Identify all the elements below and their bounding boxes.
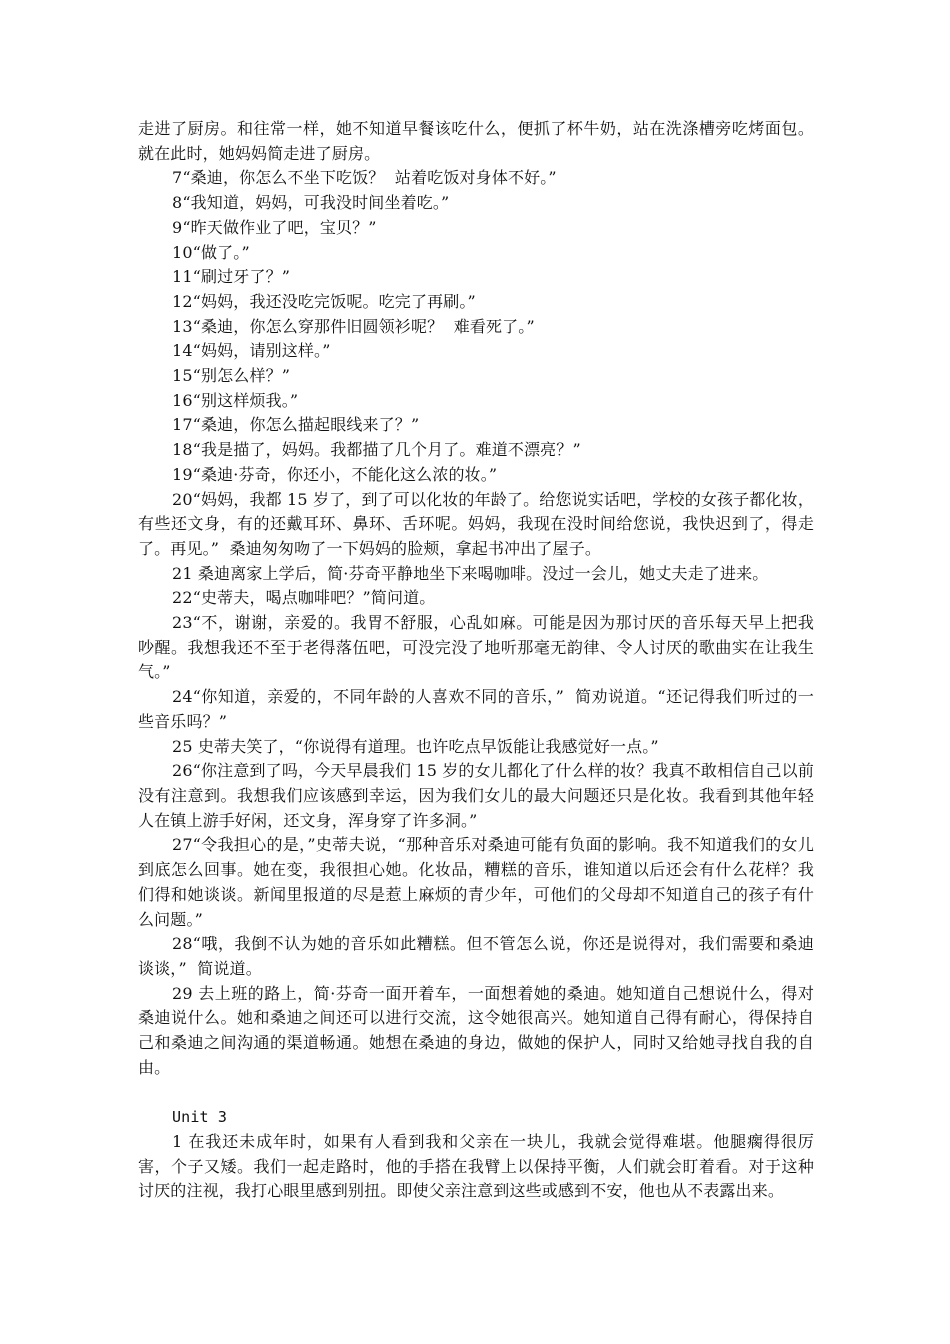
paragraph-12: 12“妈妈，我还没吃完饭呢。吃完了再刷。”: [172, 291, 476, 311]
paragraph-14: 14“妈妈，请别这样。”: [172, 341, 331, 361]
paragraph-11: 11“刷过牙了？”: [172, 267, 291, 287]
paragraph-22: 22“史蒂夫，喝点咖啡吧？”简问道。: [172, 588, 436, 608]
paragraph-18: 18“我是描了，妈妈。我都描了几个月了。难道不漂亮？”: [172, 440, 581, 460]
paragraph-21: 21 桑迪离家上学后，简·芬奇平静地坐下来喝咖啡。没过一会儿，她丈夫走了进来。: [172, 563, 769, 583]
paragraph-19: 19“桑迪·芬奇，你还小，不能化这么浓的妆。”: [172, 464, 498, 484]
paragraph-29: 29 去上班的路上，简·芬奇一面开着车，一面想着她的桑迪。她知道自己想说什么，得对桑迪说什么。她和桑迪之间还可以进行交流，这令她很高兴。她知道自己得有耐心，得保持自己和桑迪之间沟通的渠道畅通。她想在桑迪的身边，做她的保护人，同时又给她寻找自我的自由。: [138, 983, 814, 1077]
paragraph-15: 15“别怎么样？”: [172, 366, 291, 386]
paragraph-17: 17“桑迪，你怎么描起眼线来了？”: [172, 415, 420, 435]
paragraph-16: 16“别这样烦我。”: [172, 390, 299, 410]
unit-paragraph-1: 1 在我还未成年时，如果有人看到我和父亲在一块儿，我就会觉得难堪。他腿瘸得很厉害，个子又矮。我们一起走路时，他的手搭在我臂上以保持平衡，人们就会盯着看。对于这种讨厌的注视，我打心眼里感到别扭。即使父亲注意到这些或感到不安，他也从不表露出来。: [138, 1131, 814, 1201]
unit-heading: Unit 3: [172, 1108, 228, 1127]
paragraph-23: 23“不，谢谢，亲爱的。我胃不舒服，心乱如麻。可能是因为那讨厌的音乐每天早上把我吵醒。我想我还不至于老得落伍吧，可没完没了地听那毫无韵律、令人讨厌的歌曲实在让我生气。”: [138, 613, 814, 682]
paragraph-24: 24“你知道，亲爱的，不同年龄的人喜欢不同的音乐，” 简劝说道。“还记得我们听过的一些音乐吗？”: [138, 687, 814, 731]
paragraph-10: 10“做了。”: [172, 242, 250, 262]
paragraph-9: 9“昨天做作业了吧，宝贝？”: [172, 217, 377, 237]
paragraph-27: 27“令我担心的是，”史蒂夫说，“那种音乐对桑迪可能有负面的影响。我不知道我们的女儿到底怎么回事。她在变，我很担心她。化妆品，糟糕的音乐，谁知道以后还会有什么花样？我们得和她谈谈。新闻里报道的尽是惹上麻烦的青少年，可他们的父母却不知道自己的孩子有什么问题。”: [138, 835, 814, 929]
paragraph-continued: 走进了厨房。和往常一样，她不知道早餐该吃什么，便抓了杯牛奶，站在洗涤槽旁吃烤面包。就在此时，她妈妈简走进了厨房。: [138, 119, 814, 163]
paragraph-25: 25 史蒂夫笑了，“你说得有道理。也许吃点早饭能让我感觉好一点。”: [172, 736, 659, 756]
paragraph-8: 8“我知道，妈妈，可我没时间坐着吃。”: [172, 193, 450, 213]
paragraph-13: 13“桑迪，你怎么穿那件旧圆领衫呢？ 难看死了。”: [172, 316, 535, 336]
paragraph-7: 7“桑迪，你怎么不坐下吃饭？ 站着吃饭对身体不好。”: [172, 168, 557, 188]
blank-line: [138, 1080, 814, 1105]
paragraph-28: 28“哦，我倒不认为她的音乐如此糟糕。但不管怎么说，你还是说得对，我们需要和桑迪谈谈，” 简说道。: [138, 934, 814, 978]
document-body: [138, 117, 814, 1204]
paragraph-20: 20“妈妈，我都 15 岁了，到了可以化妆的年龄了。给您说实话吧，学校的女孩子都化妆，有些还文身，有的还戴耳环、鼻环、舌环呢。妈妈，我现在没时间给您说，我快迟到了，得走了。再见。” 桑迪匆匆吻了一下妈妈的脸颊，拿起书冲出了屋子。: [138, 489, 814, 558]
paragraph-26: 26“你注意到了吗，今天早晨我们 15 岁的女儿都化了什么样的妆？我真不敢相信自己以前没有注意到。我想我们应该感到幸运，因为我们女儿的最大问题还只是化妆。我看到其他年轻人在镇上游手好闲，还文身，浑身穿了许多洞。”: [138, 761, 814, 830]
